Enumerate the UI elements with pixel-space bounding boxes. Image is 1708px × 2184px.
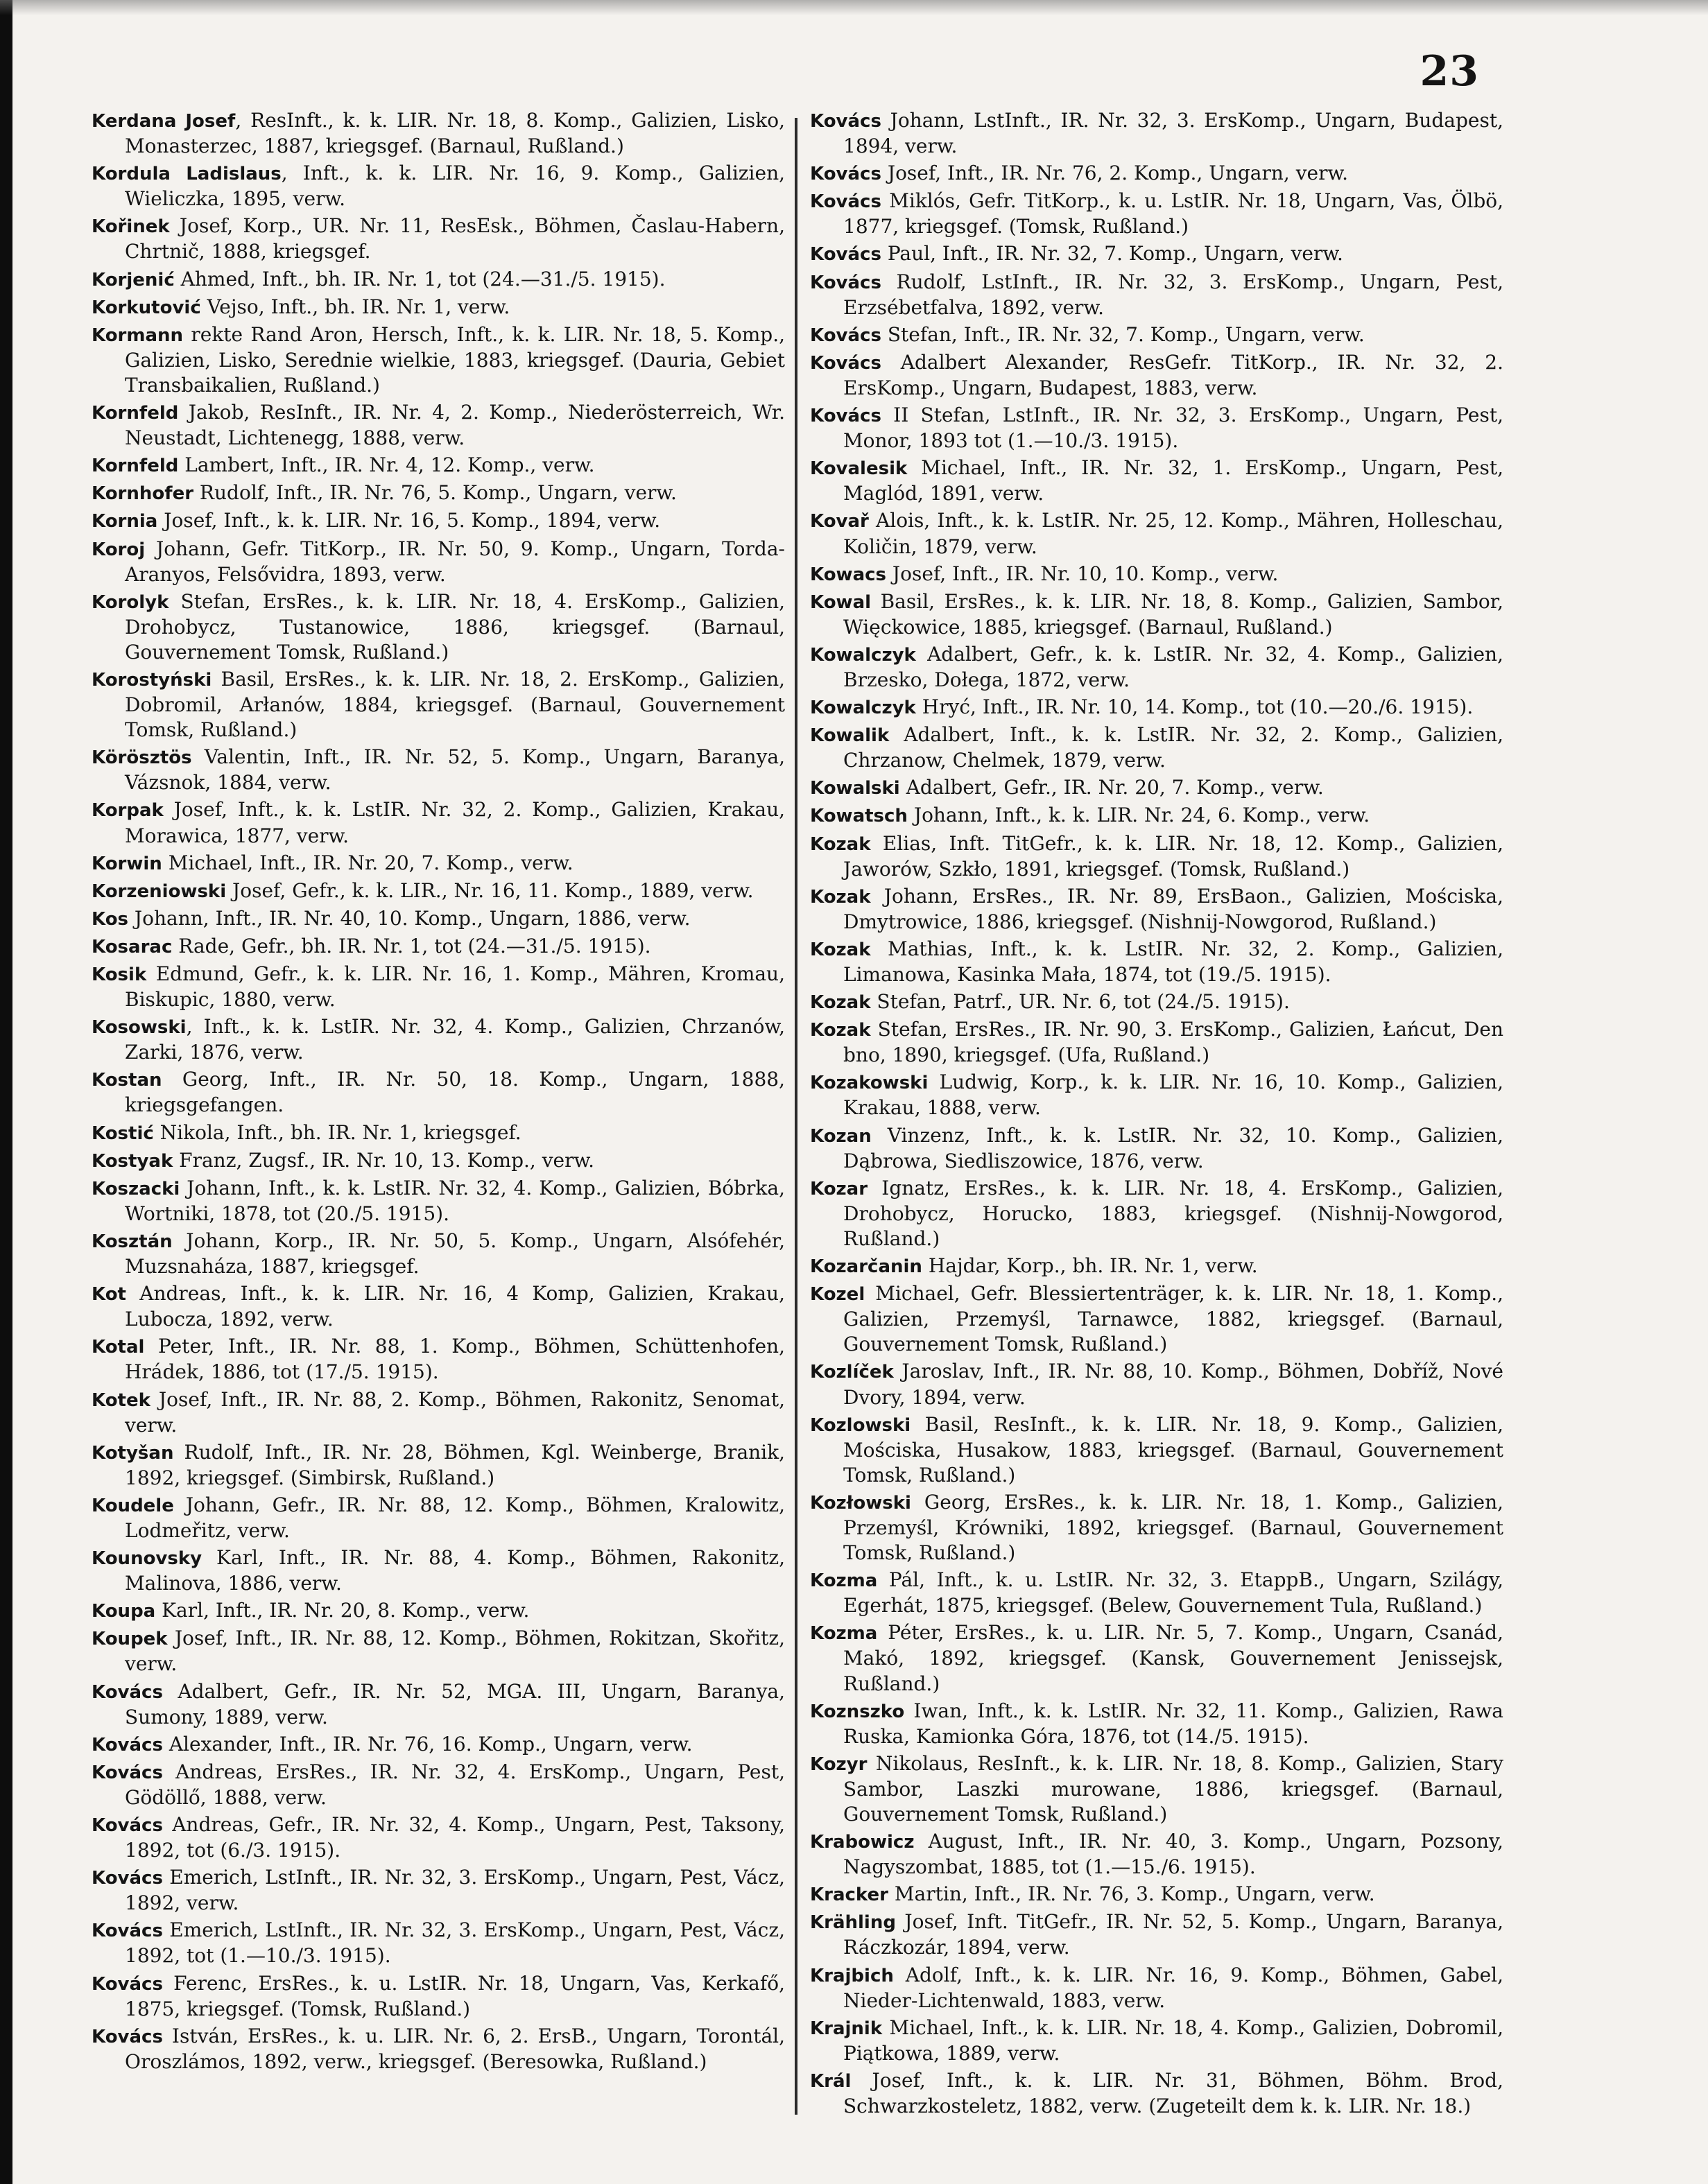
entry-details: Josef, Korp., UR. Nr. 11, ResEsk., Böhmen, Časlau-Habern, Chrtnič, 1888, kriegsgef. [125,214,785,263]
entry-surname: Krajnik [810,2018,883,2039]
entry-surname: Kovács [92,2026,163,2047]
entry-details: Basil, ErsRes., k. k. LIR. Nr. 18, 8. Komp., Galizien, Sambor, Więckowice, 1885, kriegsgef. (Barnaul, Rußland.) [843,589,1503,639]
page-number: 23 [1420,47,1479,96]
scan-border [0,0,12,2184]
entry-details: II Stefan, LstInft., IR. Nr. 32, 3. ErsKomp., Ungarn, Pest, Monor, 1893 tot (1.—10./3. 1915). [843,404,1503,453]
entry-surname: Korostyński [92,669,212,691]
entry-details: Adalbert, Gefr., IR. Nr. 52, MGA. III, Ungarn, Baranya, Sumony, 1889, verw. [125,1679,785,1728]
entry-surname: Kounovsky [92,1548,202,1570]
entry-surname: Kowalczyk [810,644,916,666]
entry-details: Vejso, Inft., bh. IR. Nr. 1, verw. [200,295,510,318]
entry-details: Martin, Inft., IR. Nr. 76, 3. Komp., Ungarn, verw. [888,1882,1375,1906]
entry-surname: Kostan [92,1070,162,1091]
casualty-entry [92,453,785,478]
entry-surname: Kovalesik [810,458,908,480]
entry-details: August, Inft., IR. Nr. 40, 3. Komp., Ungarn, Pozsony, Nagyszombat, 1885, tot (1.—15./6. 1915). [843,1830,1503,1879]
entry-surname: Kotal [92,1337,145,1358]
casualty-entry [92,1387,785,1438]
entry-surname: Kozel [810,1284,865,1306]
casualty-entry [92,962,785,1012]
casualty-entry [810,1281,1503,1357]
entry-surname: Kowacs [810,564,887,585]
entry-surname: Kovács [810,324,881,346]
casualty-entry [810,562,1503,587]
casualty-entry [810,456,1503,506]
entry-surname: Kozak [810,1020,871,1041]
casualty-entry [810,350,1503,401]
entry-surname: Kosarac [92,936,173,957]
entry-details: Jakob, ResInft., IR. Nr. 4, 2. Komp., Niederösterreich, Wr. Neustadt, Lichtenegg, 1888, verw. [125,401,785,450]
entry-details: Peter, Inft., IR. Nr. 88, 1. Komp., Böhmen, Schüttenhofen, Hrádek, 1886, tot (17./5. 1915). [125,1335,785,1384]
casualty-entry [92,267,785,293]
casualty-entry [92,1918,785,1968]
entry-details: Michael, Gefr. Blessiertenträger, k. k. LIR. Nr. 18, 1. Komp., Galizien, Przemyśl, Tarnawce, 1882, kriegsgef. (Barnaul, Gouvernement Tomsk, Rußland.) [843,1282,1503,1356]
entry-details: Stefan, Patrf., UR. Nr. 6, tot (24./5. 1915). [870,990,1290,1014]
entry-details: , Inft., k. k. LIR. Nr. 16, 9. Komp., Galizien, Wieliczka, 1895, verw. [125,162,785,211]
entry-surname: Kozak [810,939,871,960]
casualty-entry [92,1176,785,1227]
entry-surname: Kozyr [810,1753,868,1775]
casualty-entry [810,1620,1503,1696]
casualty-entry [810,508,1503,559]
casualty-entry [92,161,785,211]
casualty-entry [92,400,785,451]
entry-surname: Korjenić [92,269,175,291]
entry-details: Stefan, Inft., IR. Nr. 32, 7. Komp., Ungarn, verw. [881,322,1365,346]
entry-surname: Kornhofer [92,483,194,505]
casualty-entry [810,1123,1503,1174]
entry-surname: Korolyk [92,591,169,613]
casualty-entry [92,1334,785,1385]
entry-details: Stefan, ErsRes., k. k. LIR. Nr. 18, 4. ErsKomp., Galizien, Drohobycz, Tustanowice, 1886, kriegsgef. (Barnaul, Gouvernement Tomsk, Rußland.) [125,589,785,664]
casualty-entry [92,1971,785,2022]
casualty-entry [92,934,785,960]
casualty-entry [92,1440,785,1491]
entry-surname: Kovács [92,1734,163,1756]
entry-surname: Kornia [92,511,158,532]
entry-details: Josef, Inft., k. k. LstIR. Nr. 32, 2. Komp., Galizien, Krakau, Morawica, 1877, verw. [125,798,785,847]
casualty-entry [810,589,1503,640]
casualty-entry [810,1963,1503,2013]
entry-details: Rade, Gefr., bh. IR. Nr. 1, tot (24.—31./5. 1915). [172,934,651,957]
entry-surname: Krähling [810,1912,896,1934]
casualty-entry [810,1882,1503,1907]
casualty-entry [810,989,1503,1015]
entry-surname: Koupa [92,1601,156,1622]
casualty-entry [810,884,1503,935]
entry-details: Ignatz, ErsRes., k. k. LIR. Nr. 18, 4. ErsKomp., Galizien, Drohobycz, Horucko, 1883, kriegsgef. (Nishnij-Nowgorod, Rußland.) [843,1176,1503,1250]
entry-details: Emerich, LstInft., IR. Nr. 32, 3. ErsKomp., Ungarn, Pest, Vácz, 1892, tot (1.—10./3. 1915). [125,1918,785,1968]
entry-details: Georg, ErsRes., k. k. LIR. Nr. 18, 1. Komp., Galizien, Przemyśl, Krówniki, 1892, kriegsgef. (Barnaul, Gouvernement Tomsk, Rußland.) [843,1490,1503,1565]
entry-details: Rudolf, Inft., IR. Nr. 28, Böhmen, Kgl. Weinberge, Branik, 1892, kriegsgef. (Simbirsk, Rußland.) [125,1440,785,1489]
entry-surname: Kosik [92,964,147,985]
entry-details: Andreas, ErsRes., IR. Nr. 32, 4. ErsKomp., Ungarn, Pest, Gödöllő, 1888, verw. [125,1760,785,1809]
casualty-entry [92,295,785,320]
entry-surname: Kozak [810,886,871,908]
entry-surname: Koupek [92,1629,168,1650]
entry-surname: Koszacki [92,1178,180,1199]
casualty-entry [92,480,785,506]
entry-surname: Kozak [810,992,871,1014]
casualty-entry [810,189,1503,239]
casualty-entry [810,161,1503,187]
entry-surname: Kowalczyk [810,697,916,719]
entry-details: Adalbert Alexander, ResGefr. TitKorp., IR. Nr. 32, 2. ErsKomp., Ungarn, Budapest, 1883, verw. [843,350,1503,399]
casualty-entry [92,1626,785,1676]
entry-surname: Kovács [810,164,881,185]
entry-details: Adalbert, Inft., k. k. LstIR. Nr. 32, 2. Komp., Galizien, Chrzanow, Chelmek, 1879, verw. [843,723,1503,772]
entry-details: Josef, Inft., k. k. LIR. Nr. 31, Böhmen, Böhm. Brod, Schwarzkosteletz, 1882, verw. (Zugeteilt dem k. k. LIR. Nr. 18.) [843,2068,1503,2118]
entry-details: Pál, Inft., k. u. LstIR. Nr. 32, 3. EtappB., Ungarn, Szilágy, Egerhát, 1875, kriegsgef. (Belew, Gouvernement Tula, Rußland.) [843,1568,1503,1618]
entry-surname: Kot [92,1284,126,1306]
entry-details: Johann, Gefr. TitKorp., IR. Nr. 50, 9. Komp., Ungarn, Torda-Aranyos, Felsővidra, 1893, verw. [125,537,785,586]
entry-surname: Kotyšan [92,1442,174,1464]
entry-surname: Kosztán [92,1231,173,1252]
casualty-entry [92,1732,785,1758]
casualty-entry [92,1493,785,1543]
entry-surname: Koznszko [810,1701,905,1722]
casualty-entry [810,1017,1503,1068]
casualty-entry [92,878,785,904]
entry-surname: Kozar [810,1178,868,1199]
casualty-entry [92,1014,785,1065]
entry-details: Adalbert, Gefr., IR. Nr. 20, 7. Komp., verw. [899,776,1324,799]
entry-surname: Kozma [810,1623,878,1645]
entry-details: Adalbert, Gefr., k. k. LstIR. Nr. 32, 4. Komp., Galizien, Brzesko, Dołega, 1872, verw. [843,642,1503,691]
entry-surname: Koroj [92,539,146,560]
entry-details: Valentin, Inft., IR. Nr. 52, 5. Komp., Ungarn, Baranya, Vázsnok, 1884, verw. [125,745,785,795]
entry-details: Franz, Zugsf., IR. Nr. 10, 13. Komp., verw. [173,1148,595,1172]
casualty-entry [92,1679,785,1730]
entry-details: Nikola, Inft., bh. IR. Nr. 1, kriegsgef. [153,1120,521,1144]
casualty-entry [810,241,1503,267]
casualty-entry [810,1254,1503,1279]
entry-details: Karl, Inft., IR. Nr. 88, 4. Komp., Böhmen, Rakonitz, Malinova, 1886, verw. [125,1546,785,1595]
entry-details: Johann, Inft., k. k. LstIR. Nr. 32, 4. Komp., Galizien, Bóbrka, Wortniki, 1878, tot (20./5. 1915). [125,1176,785,1225]
entry-surname: Král [810,2070,852,2092]
entry-details: Iwan, Inft., k. k. LstIR. Nr. 32, 11. Komp., Galizien, Rawa Ruska, Kamionka Góra, 1876, tot (14./5. 1915). [843,1699,1503,1748]
casualty-entry [92,906,785,932]
entry-surname: Kovács [810,406,881,427]
entry-details: Johann, Korp., IR. Nr. 50, 5. Komp., Ungarn, Alsófehér, Muzsnaháza, 1887, kriegsgef. [125,1229,785,1279]
entry-surname: Krajbich [810,1965,894,1986]
casualty-entry [810,2068,1503,2119]
entry-surname: Körösztös [92,747,192,769]
casualty-entry [92,1545,785,1596]
casualty-entry [810,322,1503,348]
entry-details: Georg, Inft., IR. Nr. 50, 18. Komp., Ungarn, 1888, kriegsgefangen. [125,1068,785,1117]
casualty-entry [92,1148,785,1174]
casualty-entry [810,403,1503,453]
casualty-entry [92,745,785,795]
entry-details: Josef, Inft., k. k. LIR. Nr. 16, 5. Komp., 1894, verw. [157,509,661,532]
casualty-entry [92,1598,785,1624]
entry-surname: Kerdana Josef [92,111,236,132]
entry-surname: Kotek [92,1389,150,1411]
casualty-entry [810,1412,1503,1488]
casualty-entry [810,1751,1503,1827]
casualty-entry [810,1699,1503,1749]
casualty-entry [92,589,785,665]
entry-details: Paul, Inft., IR. Nr. 32, 7. Komp., Ungarn, verw. [881,242,1343,266]
entry-details: Josef, Inft. TitGefr., IR. Nr. 52, 5. Komp., Ungarn, Baranya, Ráczkozár, 1894, verw. [843,1910,1503,1959]
entry-surname: Kornfeld [92,456,179,477]
entry-surname: Kovács [92,1762,163,1783]
entry-details: Johann, Inft., k. k. LIR. Nr. 24, 6. Komp., verw. [907,804,1370,827]
entry-details: Vinzenz, Inft., k. k. LstIR. Nr. 32, 10. Komp., Galizien, Dąbrowa, Siedliszowice, 1876, verw. [843,1123,1503,1172]
entry-details: Michael, Inft., k. k. LIR. Nr. 18, 4. Komp., Galizien, Dobromil, Piątkowa, 1889, verw. [843,2016,1503,2065]
entry-details: Josef, Inft., IR. Nr. 88, 2. Komp., Böhmen, Rakonitz, Senomat, verw. [125,1387,785,1437]
casualty-entry [810,1829,1503,1880]
entry-surname: Korwin [92,853,162,874]
casualty-entry [810,831,1503,882]
entry-surname: Kořinek [92,216,170,238]
casualty-entry [810,695,1503,720]
entry-details: , ResInft., k. k. LIR. Nr. 18, 8. Komp., Galizien, Lisko, Monasterzec, 1887, kriegsgef. (Barnaul, Rußland.) [125,109,785,158]
right-column [810,108,1503,2121]
entry-details: Josef, Inft., IR. Nr. 10, 10. Komp., verw. [886,562,1279,585]
entry-surname: Kozak [810,833,871,855]
casualty-entry [92,797,785,848]
entry-details: Josef, Inft., IR. Nr. 76, 2. Komp., Ungarn, verw. [881,162,1349,185]
entry-details: Nikolaus, ResInft., k. k. LIR. Nr. 18, 8. Komp., Galizien, Stary Sambor, Laszki murowane, 1886, kriegsgef. (Barnaul, Gouvernement Tomsk, Rußland.) [843,1751,1503,1826]
casualty-entry [810,642,1503,693]
entry-details: Lambert, Inft., IR. Nr. 4, 12. Komp., verw. [178,453,595,477]
entry-surname: Kovács [92,1815,163,1836]
entry-surname: Kos [92,908,129,930]
entry-details: Adolf, Inft., k. k. LIR. Nr. 16, 9. Komp., Böhmen, Gabel, Nieder-Lichtenwald, 1883, verw. [843,1963,1503,2012]
entry-details: Johann, ErsRes., IR. Nr. 89, ErsBaon., Galizien, Mościska, Dmytrowice, 1886, kriegsgef. (Nishnij-Nowgorod, Rußland.) [843,884,1503,933]
entry-surname: Kormann [92,324,184,346]
casualty-entry [810,1909,1503,1960]
casualty-entry [92,322,785,398]
casualty-entry [92,214,785,264]
entry-details: Jaroslav, Inft., IR. Nr. 88, 10. Komp., Böhmen, Dobříž, Nové Dvory, 1894, verw. [843,1360,1503,1409]
entry-details: Johann, Gefr., IR. Nr. 88, 12. Komp., Böhmen, Kralowitz, Lodmeřitz, verw. [125,1493,785,1542]
entry-details: Alois, Inft., k. k. LstIR. Nr. 25, 12. Komp., Mähren, Holleschau, Količin, 1879, verw. [843,509,1503,558]
entry-details: rekte Rand Aron, Hersch, Inft., k. k. LIR. Nr. 18, 5. Komp., Galizien, Lisko, Serednie wielkie, 1883, kriegsgef. (Dauria, Gebiet Transbaikalien, Rußland.) [125,322,785,397]
entry-surname: Kostyak [92,1150,173,1172]
entry-surname: Kracker [810,1884,888,1906]
entry-details: Ahmed, Inft., bh. IR. Nr. 1, tot (24.—31./5. 1915). [174,267,666,291]
entry-surname: Kozlíček [810,1362,894,1383]
entry-surname: Kozłowski [810,1492,911,1514]
entry-surname: Kovács [810,352,881,374]
entry-details: Josef, Gefr., k. k. LIR., Nr. 16, 11. Komp., 1889, verw. [226,878,754,902]
casualty-entry [92,2024,785,2074]
entry-surname: Koudele [92,1495,174,1516]
entry-details: Andreas, Inft., k. k. LIR. Nr. 16, 4 Komp, Galizien, Krakau, Lubocza, 1892, verw. [125,1282,785,1331]
casualty-entry [92,108,785,159]
entry-surname: Kostić [92,1123,154,1144]
entry-details: , Inft., k. k. LstIR. Nr. 32, 4. Komp., Galizien, Chrzanów, Zarki, 1876, verw. [125,1015,785,1064]
entry-details: Andreas, Gefr., IR. Nr. 32, 4. Komp., Ungarn, Pest, Taksony, 1892, tot (6./3. 1915). [125,1813,785,1862]
entry-details: Rudolf, LstInft., IR. Nr. 32, 3. ErsKomp., Ungarn, Pest, Erzsébetfalva, 1892, verw. [843,270,1503,319]
entry-details: Rudolf, Inft., IR. Nr. 76, 5. Komp., Ungarn, verw. [193,481,677,505]
entry-details: Edmund, Gefr., k. k. LIR. Nr. 16, 1. Komp., Mähren, Kromau, Biskupic, 1880, verw. [125,962,785,1012]
entry-surname: Korpak [92,800,164,822]
entry-surname: Kovács [92,1973,163,1995]
entry-details: Johann, Inft., IR. Nr. 40, 10. Komp., Ungarn, 1886, verw. [128,906,691,930]
entry-surname: Kowalik [810,725,890,747]
entry-surname: Kovács [810,244,881,266]
entry-details: Hryć, Inft., IR. Nr. 10, 14. Komp., tot (10.—20./6. 1915). [915,695,1474,719]
left-column [92,108,785,2077]
entry-surname: Kovács [810,191,881,213]
casualty-entry [810,803,1503,829]
casualty-entry [92,1229,785,1279]
casualty-entry [92,851,785,876]
entry-surname: Korzeniowski [92,881,227,902]
entry-surname: Kowalski [810,778,900,799]
entry-details: Péter, ErsRes., k. u. LIR. Nr. 5, 7. Komp., Ungarn, Csanád, Makó, 1892, kriegsgef. (Kansk, Gouvernement Jenissejsk, Rußland.) [843,1621,1503,1695]
entry-surname: Kovács [92,1921,163,1942]
entry-details: Ferenc, ErsRes., k. u. LstIR. Nr. 18, Ungarn, Vas, Kerkafő, 1875, kriegsgef. (Tomsk, Rußland.) [125,1971,785,2020]
entry-details: Stefan, ErsRes., IR. Nr. 90, 3. ErsKomp., Galizien, Łańcut, Den bno, 1890, kriegsgef. (Ufa, Rußland.) [843,1018,1503,1067]
entry-surname: Kozma [810,1570,878,1592]
entry-details: Basil, ErsRes., k. k. LIR. Nr. 18, 2. ErsKomp., Galizien, Dobromil, Arłanów, 1884, kriegsgef. (Barnaul, Gouvernement Tomsk, Rußland.) [125,667,785,742]
entry-surname: Kowal [810,591,872,613]
casualty-entry [92,1865,785,1916]
entry-details: Basil, ResInft., k. k. LIR. Nr. 18, 9. Komp., Galizien, Mościska, Husakow, 1883, kriegsgef. (Barnaul, Gouvernement Tomsk, Rußland.) [843,1412,1503,1487]
casualty-entry [810,1490,1503,1566]
entry-details: Michael, Inft., IR. Nr. 20, 7. Komp., verw. [162,851,573,874]
casualty-entry [92,1812,785,1863]
entry-details: Elias, Inft. TitGefr., k. k. LIR. Nr. 18, 12. Komp., Galizien, Jaworów, Szkło, 1891, kriegsgef. (Tomsk, Rußland.) [843,831,1503,881]
entry-surname: Kornfeld [92,403,179,424]
entry-details: Emerich, LstInft., IR. Nr. 32, 3. ErsKomp., Ungarn, Pest, Vácz, 1892, verw. [125,1866,785,1915]
entry-details: Miklós, Gefr. TitKorp., k. u. LstIR. Nr. 18, Ungarn, Vas, Ölbö, 1877, kriegsgef. (Tomsk, Rußland.) [843,189,1503,239]
casualty-entry [810,270,1503,320]
entry-details: Josef, Inft., IR. Nr. 88, 12. Komp., Böhmen, Rokitzan, Skořitz, verw. [125,1627,785,1676]
entry-surname: Kovács [810,111,881,132]
casualty-entry [92,1281,785,1332]
entry-surname: Kosowski [92,1017,187,1039]
casualty-entry [810,1176,1503,1251]
entry-details: Mathias, Inft., k. k. LstIR. Nr. 32, 2. Komp., Galizien, Limanowa, Kasinka Mała, 1874, tot (19./5. 1915). [843,937,1503,986]
casualty-entry [92,508,785,534]
casualty-entry [810,775,1503,801]
casualty-entry [92,1120,785,1146]
casualty-entry [810,1359,1503,1410]
entry-surname: Kovař [810,511,869,532]
entry-details: Johann, LstInft., IR. Nr. 32, 3. ErsKomp., Ungarn, Budapest, 1894, verw. [843,109,1503,158]
entry-surname: Kozakowski [810,1073,929,1094]
entry-surname: Korkutović [92,297,201,318]
column-divider [795,118,797,2115]
entry-details: Hajdar, Korp., bh. IR. Nr. 1, verw. [922,1254,1258,1278]
casualty-entry [92,1760,785,1810]
casualty-entry [92,667,785,743]
casualty-entry [810,1070,1503,1120]
entry-details: Alexander, Inft., IR. Nr. 76, 16. Komp., Ungarn, verw. [162,1732,693,1756]
casualty-entry [92,1067,785,1118]
entry-details: Michael, Inft., IR. Nr. 32, 1. ErsKomp., Ungarn, Pest, Maglód, 1891, verw. [843,456,1503,505]
entry-surname: Kovács [92,1868,163,1889]
entry-surname: Kozarčanin [810,1256,922,1278]
casualty-entry [810,937,1503,987]
casualty-entry [810,722,1503,773]
entry-surname: Kordula Ladislaus [92,164,282,185]
casualty-entry [92,537,785,587]
casualty-entry [810,1568,1503,1618]
entry-details: István, ErsRes., k. u. LIR. Nr. 6, 2. ErsB., Ungarn, Torontál, Oroszlámos, 1892, verw., kriegsgef. (Beresowka, Rußland.) [125,2024,785,2073]
entry-surname: Kozlowski [810,1414,911,1436]
entry-surname: Kovács [810,272,881,293]
entry-surname: Kovács [92,1681,163,1703]
entry-surname: Krabowicz [810,1832,915,1853]
entry-details: Ludwig, Korp., k. k. LIR. Nr. 16, 10. Komp., Galizien, Krakau, 1888, verw. [843,1071,1503,1120]
entry-surname: Kozan [810,1125,872,1147]
scan-shadow [0,0,1708,15]
entry-details: Karl, Inft., IR. Nr. 20, 8. Komp., verw. [155,1599,530,1622]
entry-surname: Kowatsch [810,806,908,827]
casualty-entry [810,2016,1503,2066]
casualty-entry [810,108,1503,159]
